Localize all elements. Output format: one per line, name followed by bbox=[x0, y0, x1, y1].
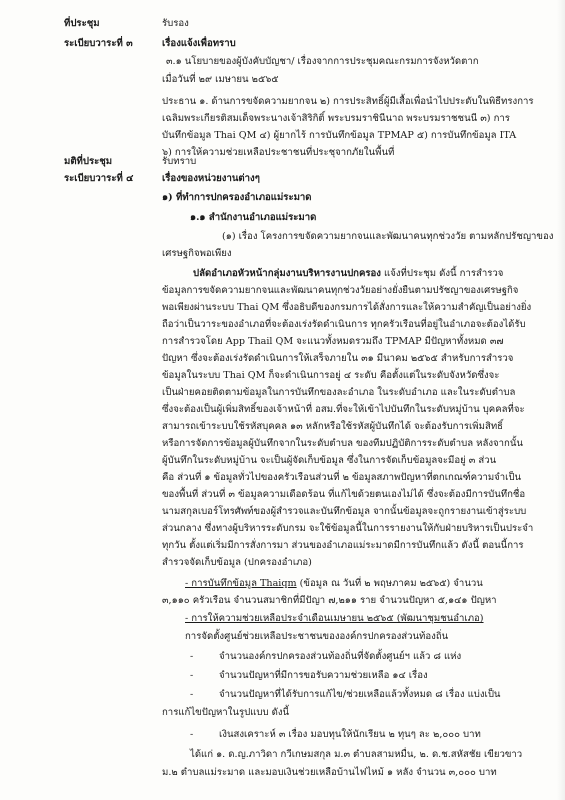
text-line: ของพื้นที่ ส่วนที่ ๓ ข้อมูลความเดือดร้อน ที่แก้ไขด้วยตนเองไม่ได้ ซึ่งจะต้องมีการบันทึกชื่อ bbox=[162, 489, 526, 500]
speaker-title: ปลัดอำเภอหัวหน้ากลุ่มงานบริหารงานปกครอง bbox=[193, 268, 381, 279]
text-line: การแก้ไขปัญหาในรูปแบบ ดังนี้ bbox=[162, 707, 290, 718]
heading-district-office: ๑) ที่ทำการปกครองอำเภอแม่ระมาด bbox=[162, 192, 312, 203]
text-line: บันทึกข้อมูล Thai QM ๔) ผู้ยากไร้ การบันทึกข้อมูล TPMAP ๕) การบันทึกข้อมูล ITA bbox=[162, 130, 517, 141]
text-line: การสำรวจโดย App Thail QM จะแนวทั้งหมดรวมถึง TPMAP มีปัญหาทั้งหมด ๓๗ bbox=[162, 336, 504, 347]
text-line: เศรษฐกิจพอเพียง bbox=[162, 248, 232, 259]
text-line: จำนวนปัญหาที่มีการขอรับความช่วยเหลือ ๑๔ เรื่อง bbox=[219, 670, 428, 681]
text-line: เมื่อวันที่ ๒๙ เมษายน ๒๕๖๕ bbox=[162, 74, 279, 85]
bullet: - bbox=[190, 729, 194, 740]
text-line: เฉลิมพระเกียรติสมเด็จพระนางเจ้าสิริกิติ์ พระบรมราชินีนาถ พระบรมราชชนนี ๓) การ bbox=[162, 113, 510, 124]
text-line: รับทราบ bbox=[162, 156, 197, 167]
text-line: เงินสงเคราะห์ ๓ เรื่อง มอบทุนให้นักเรียน ๒ ทุนๆ ละ ๒,๐๐๐ บาท bbox=[219, 729, 481, 740]
text-line: แจ้งที่ประชุม ดังนี้ การสำรวจ bbox=[381, 268, 504, 279]
text-line: ทุกวัน ตั้งแต่เริ่มมีการสั่งการมา ส่วนของอำเภอแม่ระมาดมีการบันทึกแล้ว ดังนี้ ตอนนี้การ bbox=[162, 540, 524, 551]
thaiqm-record-heading: - การบันทึกข้อมูล Thaiqm bbox=[185, 578, 297, 589]
thaiqm-record-line bbox=[185, 577, 483, 591]
text-line: ม.๒ ตำบลแม่ระมาด และมอบเงินช่วยเหลือบ้านไฟไหม้ ๑ หลัง จำนวน ๓,๐๐๐ บาท bbox=[162, 767, 497, 778]
scan-shadow bbox=[557, 0, 565, 800]
text-line: ผู้บันทึกในระดับหมู่บ้าน จะเป็นผู้จัดเก็บข้อมูล ซึ่งในการจัดเก็บข้อมูลจะมีอยู่ ๓ ส่วน bbox=[162, 455, 497, 466]
text-line: ได้แก่ ๑. ด.ญ.ภาวิดา กวีเกษมสกุล ม.๓ ตำบลสามหมื่น, ๒. ด.ช.สหัสชัย เขียวขาว bbox=[190, 749, 523, 760]
text-line: ข้อมูลการขจัดความยากจนและพัฒนาคนทุกช่วงวัยอย่างยั่งยืนตามปรัชญาของเศรษฐกิจ bbox=[162, 285, 519, 296]
text-line: ส่วนกลาง ซึ่งทางผู้บริหารระดับกรม จะใช้ข้อมูลนี้ในการรายงานให้กับฝ่ายบริหารเป็นประจำ bbox=[162, 523, 534, 534]
text-line: ๖) การให้ความช่วยเหลือประชาชนที่ประชุจากภัยในพื้นที่ bbox=[162, 147, 395, 158]
bullet: - bbox=[190, 651, 194, 662]
text-line: (๑) เรื่อง โครงการขจัดความยากจนและพัฒนาคนทุกช่วงวัย ตามหลักปรัชญาของ bbox=[222, 231, 554, 242]
text-line: คือ ส่วนที่ ๑ ข้อมูลทั่วไปของครัวเรือนส่วนที่ ๒ ข้อมูลสภาพปัญหาที่ตกเกณฑ์ความจำเป็น bbox=[162, 472, 522, 483]
heading-district-office-sub: ๑.๑ สำนักงานอำเภอแม่ระมาด bbox=[190, 212, 317, 223]
text-line: ประธาน ๑. ด้านการขจัดความยากจน ๒) การประสิทธิ์ผู้มีเสื้อเพื่อนำไปประดับในพิธีทรงการ bbox=[162, 96, 534, 107]
text-line: ถือว่าเป็นวาระของอำเภอที่จะต้องเร่งรัดดำเนินการ ทุกครัวเรือนที่อยู่ในอำเภอจะต้องได้รับ bbox=[162, 319, 526, 330]
text-line: จำนวนปัญหาที่ได้รับการแก้ไข/ช่วยเหลือแล้วทั้งหมด ๘ เรื่อง แบ่งเป็น bbox=[219, 689, 501, 700]
paragraph-lead bbox=[193, 267, 503, 281]
label-agenda-4: ระเบียบวาระที่ ๔ bbox=[64, 173, 134, 184]
text-line: ๓.๑ นโยบายของผู้บังคับบัญชา/ เรื่องจากการประชุมคณะกรมการจังหวัดตาก bbox=[166, 56, 479, 67]
heading-agencies: เรื่องของหน่วยงานต่างๆ bbox=[162, 173, 260, 184]
text-line: รับรอง bbox=[162, 18, 189, 29]
label-resolution: มติที่ประชุม bbox=[64, 156, 113, 167]
text-line: (ข้อมูล ณ วันที่ ๒ พฤษภาคม ๒๕๖๕) จำนวน bbox=[296, 578, 483, 589]
text-line: ซึ่งจะต้องเป็นผู้เพิ่มสิทธิ์ของเจ้าหน้าที่ อสม.ที่จะให้เข้าไปบันทึกในระดับหมู่บ้าน บุคคลที่จะ bbox=[162, 404, 525, 415]
text-line: การจัดตั้งศูนย์ช่วยเหลือประชาชนขององค์กรปกครองส่วนท้องถิ่น bbox=[185, 631, 449, 642]
text-line: เป็นฝ่ายคอยติดตามข้อมูลในการบันทึกของละอำเภอ ในระดับอำเภอ และในระดับตำบล bbox=[162, 387, 516, 398]
text-line: จำนวนองค์กรปกครองส่วนท้องถิ่นที่จัดตั้งศูนย์ฯ แล้ว ๘ แห่ง bbox=[219, 651, 462, 662]
label-agenda-3: ระเบียบวาระที่ ๓ bbox=[64, 38, 133, 49]
assistance-heading: - การให้ความช่วยเหลือประจำเดือนเมษายน ๒๕๖๕ (พัฒนาชุมชนอำเภอ) bbox=[185, 613, 484, 624]
text-line: นามสกุลเบอร์โทรศัพท์ของผู้สำรวจและบันทึกข้อมูล จากนั้นข้อมูลจะถูกรายงานเข้าสู่ระบบ bbox=[162, 506, 527, 517]
text-line: หรือการจัดการข้อมูลผู้บันทึกจากในระดับตำบล ของทีมปฏิบัติการระดับตำบล หลังจากนั้น bbox=[162, 438, 523, 449]
text-line: สำรวจจัดเก็บข้อมูล (ปกครองอำเภอ) bbox=[162, 557, 312, 568]
text-line: ปัญหา ซึ่งจะต้องเร่งรัดดำเนินการให้เสร็จภายใน ๓๑ มีนาคม ๒๕๖๕ สำหรับการสำรวจ bbox=[162, 353, 514, 364]
text-line: ข้อมูลในระบบ Thai QM ก็จะดำเนินการอยู่ ๔ ระดับ คือตั้งแต่ในระดับจังหวัดซึ่งจะ bbox=[162, 370, 500, 381]
text-line: ๓,๑๑๐ ครัวเรือน จำนวนสมาชิกที่มีปัญา ๗,๒๑๑ ราย จำนวนปัญหา ๕,๑๔๑ ปัญหา bbox=[162, 595, 497, 606]
heading-announcement: เรื่องแจ้งเพื่อทราบ bbox=[162, 38, 236, 49]
bullet: - bbox=[190, 670, 194, 681]
label-meeting: ที่ประชุม bbox=[64, 18, 100, 29]
text-line: สามารถเข้าระบบใช้รหัสบุคคล ๑๓ หลักหรือใช้รหัสผู้บันทึกได้ จะต้องรับการเพิ่มสิทธิ์ bbox=[162, 421, 503, 432]
bullet: - bbox=[190, 689, 194, 700]
text-line: พอเพียงผ่านระบบ Thai QM ซึ่งอธิบดีของกรมการได้สั่งการและให้ความสำคัญเป็นอย่างยิ่ง bbox=[162, 302, 532, 313]
